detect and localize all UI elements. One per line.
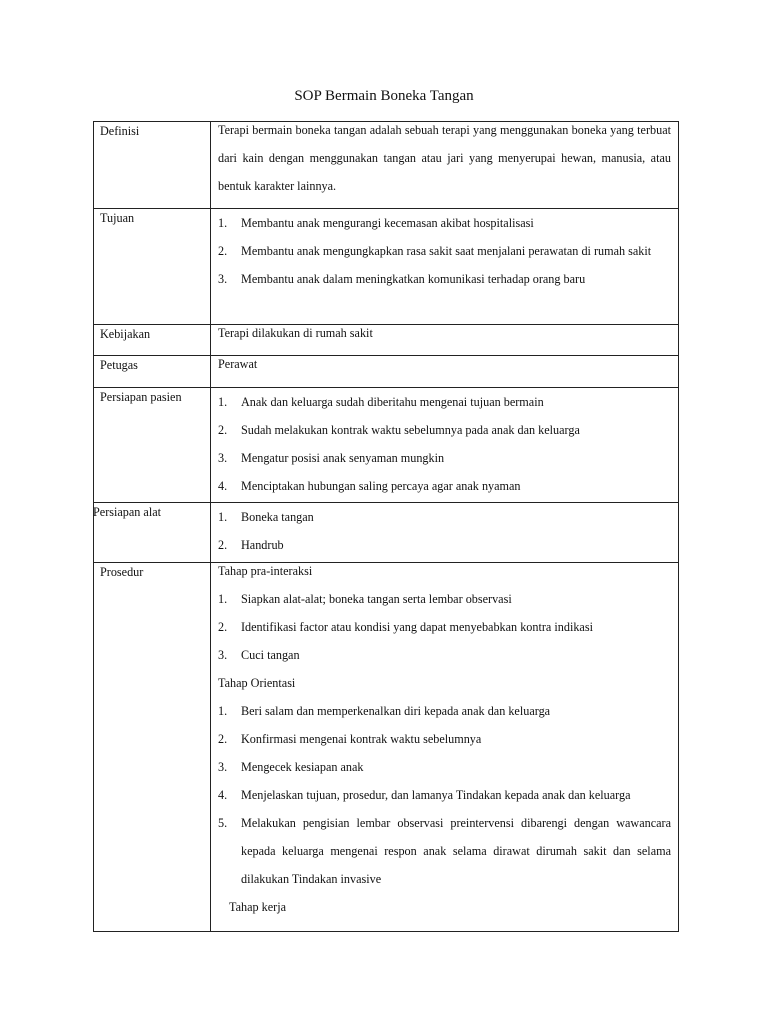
label-cell-persiapan-alat	[94, 503, 211, 563]
list-item: 4. Menciptakan hubungan saling percaya agar anak nyaman	[218, 479, 521, 493]
tujuan-list	[218, 209, 671, 293]
pra-interaksi-list	[218, 585, 671, 669]
label-cell-prosedur	[94, 563, 211, 932]
row-petugas	[94, 356, 679, 388]
label-cell-kebijakan	[94, 325, 211, 356]
content-cell-tujuan	[211, 209, 679, 325]
orientasi-list	[218, 697, 671, 893]
row-persiapan-pasien	[94, 388, 679, 503]
label-tujuan: Tujuan	[100, 211, 135, 225]
list-item: 2. Membantu anak mengungkapkan rasa sakit saat menjalani perawatan di rumah sakit	[218, 244, 652, 258]
list-item: 2. Konfirmasi mengenai kontrak waktu sebelumnya	[218, 732, 482, 746]
row-persiapan-alat	[94, 503, 679, 563]
label-petugas: Petugas	[100, 358, 138, 372]
list-item: 3. Cuci tangan	[218, 648, 300, 662]
list-item: 4. Menjelaskan tujuan, prosedur, dan lamanya Tindakan kepada anak dan keluarga	[218, 788, 631, 802]
list-item: 1. Membantu anak mengurangi kecemasan akibat hospitalisasi	[218, 216, 534, 230]
label-persiapan-alat: Persiapan alat	[93, 505, 162, 519]
content-cell-prosedur	[211, 563, 679, 932]
row-tujuan	[94, 209, 679, 325]
content-cell-persiapan-alat	[211, 503, 679, 563]
content-cell-persiapan-pasien	[211, 388, 679, 503]
list-item: 1. Anak dan keluarga sudah diberitahu mengenai tujuan bermain	[218, 395, 544, 409]
persiapan-alat-list	[218, 503, 671, 559]
label-definisi: Definisi	[100, 124, 140, 138]
sop-table	[93, 121, 679, 932]
list-item: 1. Siapkan alat-alat; boneka tangan serta lembar observasi	[218, 592, 512, 606]
label-cell-persiapan-pasien	[94, 388, 211, 503]
label-cell-petugas	[94, 356, 211, 388]
label-kebijakan: Kebijakan	[100, 327, 151, 341]
label-cell-definisi	[94, 122, 211, 209]
list-item: 3. Membantu anak dalam meningkatkan komunikasi terhadap orang baru	[218, 272, 586, 286]
list-item: 2. Sudah melakukan kontrak waktu sebelumnya pada anak dan keluarga	[218, 423, 580, 437]
label-prosedur: Prosedur	[100, 565, 144, 579]
petugas-text: Perawat	[218, 357, 258, 371]
list-item: 2. Handrub	[218, 538, 284, 552]
list-item: 3. Mengatur posisi anak senyaman mungkin	[218, 451, 445, 465]
content-cell-petugas	[211, 356, 679, 388]
label-persiapan-pasien: Persiapan pasien	[100, 390, 182, 404]
content-cell-definisi	[211, 122, 679, 209]
row-definisi	[94, 122, 679, 209]
list-item: 2. Identifikasi factor atau kondisi yang dapat menyebabkan kontra indikasi	[218, 620, 593, 634]
list-item: 1. Beri salam dan memperkenalkan diri kepada anak dan keluarga	[218, 704, 551, 718]
heading-pra-interaksi: Tahap pra-interaksi	[218, 564, 313, 578]
kebijakan-text: Terapi dilakukan di rumah sakit	[218, 326, 373, 340]
list-item: 5. Melakukan pengisian lembar observasi preintervensi dibarengi dengan wawancara kepada keluarga mengenai respon anak selama dirawat dirumah sakit dan selama dilakukan Tindakan invasive	[218, 816, 671, 886]
document-title: SOP Bermain Boneka Tangan	[294, 88, 474, 104]
label-cell-tujuan	[94, 209, 211, 325]
heading-orientasi: Tahap Orientasi	[218, 676, 296, 690]
definisi-text: Terapi bermain boneka tangan adalah sebuah terapi yang menggunakan boneka yang terbuat dari kain dengan menggunakan tangan atau jari yang menyerupai hewan, manusia, atau bentuk karakter lainnya.	[218, 123, 671, 193]
list-item: 3. Mengecek kesiapan anak	[218, 760, 364, 774]
list-item: 1. Boneka tangan	[218, 510, 314, 524]
persiapan-pasien-list	[218, 388, 671, 500]
row-prosedur	[94, 563, 679, 932]
heading-tahap-kerja: Tahap kerja	[229, 900, 287, 914]
